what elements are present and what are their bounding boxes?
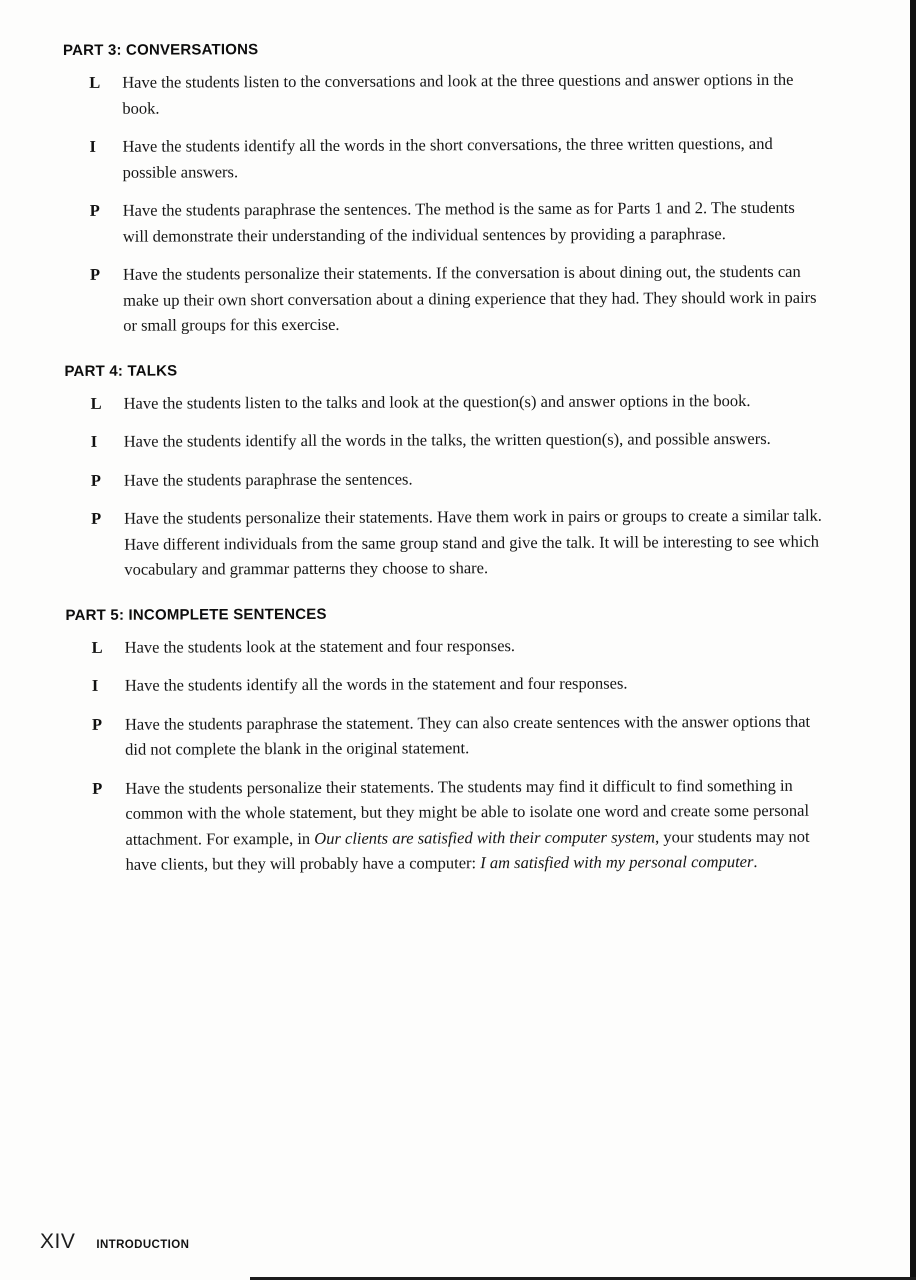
text-segment: Have the students paraphrase the sentences. The method is the same as for Parts 1 and 2. The students will demonstrate their understanding of the individual sentences by providing a paraphrase. <box>122 197 795 246</box>
list-item <box>66 631 823 660</box>
item-letter: L <box>91 637 103 657</box>
part-items <box>66 631 824 877</box>
item-text <box>123 259 821 339</box>
item-letter: L <box>89 72 101 92</box>
list-item <box>65 426 822 455</box>
item-text <box>122 67 820 121</box>
item-text <box>124 426 822 455</box>
item-letter: P <box>89 200 100 220</box>
italic-text-segment: I am satisfied with my personal computer <box>480 851 754 873</box>
text-segment: Have the students paraphrase the sentences. <box>123 468 413 490</box>
text-segment: Have the students identify all the words in the talks, the written question(s), and possible answers. <box>123 428 771 451</box>
page-number: XIV <box>40 1230 76 1253</box>
text-segment: . <box>753 851 758 871</box>
item-letter: I <box>91 675 99 695</box>
text-segment: Have the students personalize their statements. Have them work in pairs or groups to create a similar talk. Have different individuals from the same group stand and give the talk. It will be interesting to see which vocabulary and grammar patterns they choose to share. <box>124 505 822 579</box>
part-items <box>63 67 821 339</box>
list-item <box>66 670 823 699</box>
text-segment: Have the students identify all the words in the statement and four responses. <box>124 673 628 695</box>
item-text <box>122 131 820 185</box>
item-letter: P <box>90 470 102 490</box>
text-segment: Have the students personalize their statements. If the conversation is about dining out, the students can make up their own short conversation about a dining experience that they had. They should work in pairs or small groups for this exercise. <box>122 261 817 335</box>
item-text <box>125 670 823 699</box>
list-item <box>64 259 821 339</box>
text-segment: Have the students identify all the words in the short conversations, the three written questions, and possible answers. <box>122 133 773 182</box>
list-item <box>64 195 821 249</box>
footer-section-label: INTRODUCTION <box>96 1239 190 1251</box>
list-item <box>66 708 823 762</box>
item-letter: P <box>91 508 102 528</box>
text-segment: Have the students paraphrase the statement. They can also create sentences with the answer options that did not complete the blank in the original statement. <box>124 711 811 759</box>
part-section <box>64 359 822 582</box>
text-segment: Have the students look at the statement and four responses. <box>124 635 516 657</box>
list-item <box>65 464 822 493</box>
part-items <box>65 387 823 582</box>
item-letter: L <box>90 393 102 413</box>
part-title: PART 3: CONVERSATIONS <box>63 41 259 59</box>
part-section <box>65 603 823 877</box>
item-text <box>125 708 823 762</box>
item-text <box>124 503 822 583</box>
item-text <box>123 195 821 249</box>
list-item <box>65 503 822 583</box>
italic-text-segment: Our clients are satisfied with their computer system <box>314 826 656 848</box>
list-item <box>65 387 822 416</box>
item-letter: P <box>89 264 101 284</box>
text-segment: Have the students personalize their statements. The students may find it difficult to find something in common with the whole statement, but they might be able to isolate one word and create some personal attachment. For example, in <box>125 775 810 849</box>
scan-edge-right <box>910 0 916 1280</box>
item-letter: P <box>91 714 103 734</box>
list-item <box>63 131 820 185</box>
text-segment: , your students may not have clients, but they will probably have a computer: <box>125 826 810 874</box>
item-text <box>125 631 823 660</box>
item-letter: I <box>89 136 96 156</box>
part-title: PART 5: INCOMPLETE SENTENCES <box>65 605 327 624</box>
part-section <box>63 39 821 339</box>
part-title: PART 4: TALKS <box>64 362 178 380</box>
item-letter: I <box>90 431 98 451</box>
document-body <box>63 39 824 891</box>
list-item <box>66 772 823 877</box>
item-text <box>125 772 823 877</box>
item-letter: P <box>92 778 103 798</box>
list-item <box>63 67 820 121</box>
item-text <box>124 387 822 416</box>
item-text <box>124 464 822 493</box>
text-segment: Have the students listen to the talks and look at the question(s) and answer options in the book. <box>123 390 751 413</box>
page-footer <box>40 1230 189 1254</box>
text-segment: Have the students listen to the conversations and look at the three questions and answer options in the book. <box>122 69 794 118</box>
